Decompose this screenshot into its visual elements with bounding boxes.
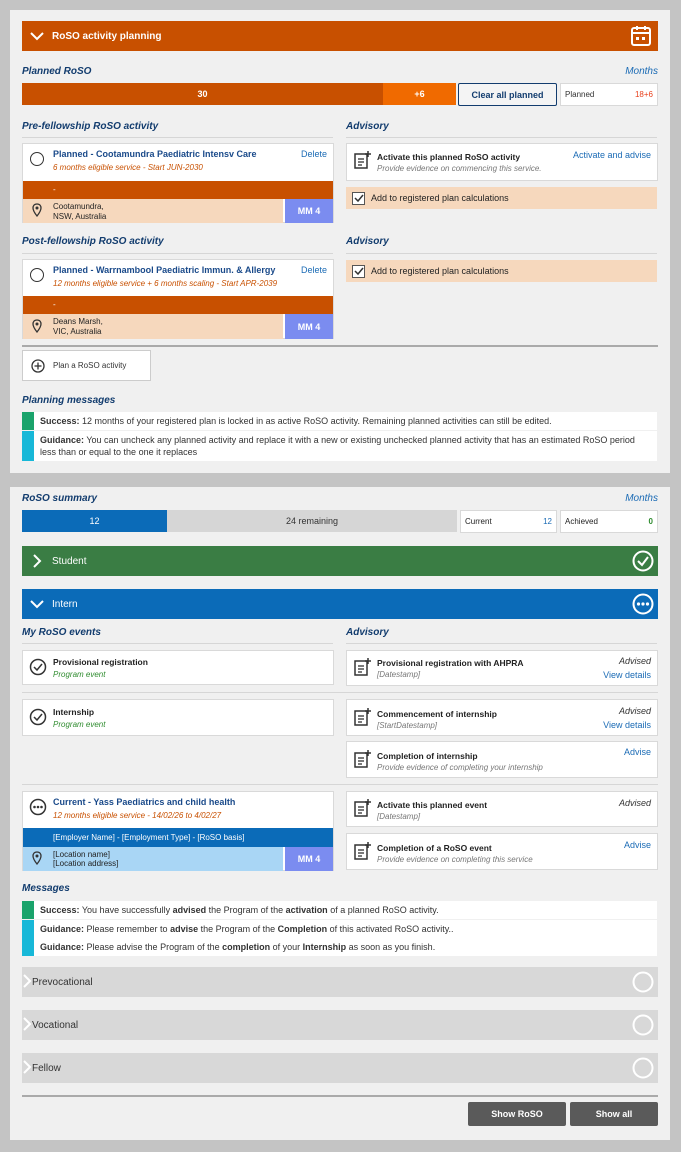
advised-status: Advised xyxy=(618,798,651,808)
msg-bold: advise xyxy=(170,924,199,934)
event-provisional-registration[interactable] xyxy=(22,650,334,685)
msg-text: Please remember to xyxy=(84,924,171,934)
advise-link[interactable]: Advise xyxy=(623,747,651,757)
roso-planning-panel xyxy=(10,10,670,473)
months-link[interactable]: Months xyxy=(625,493,658,504)
msg-label: Success: xyxy=(40,416,80,426)
current-box xyxy=(460,510,557,533)
remaining-progress-bar: 24 remaining xyxy=(167,510,457,532)
success-message xyxy=(22,901,657,919)
location-line2: [Location address] xyxy=(53,859,119,868)
advisory-title-text: Commencement of internship xyxy=(377,709,497,719)
location-line1: Cootamundra, xyxy=(53,202,104,211)
mm-badge: MM 4 xyxy=(285,314,333,339)
msg-text: of your xyxy=(270,942,303,952)
document-add-icon xyxy=(354,657,372,679)
current-label: Current xyxy=(465,517,492,526)
show-all-button[interactable]: Show all xyxy=(570,1102,658,1126)
plan-roso-activity-button[interactable] xyxy=(22,350,151,381)
achieved-label: Achieved xyxy=(565,517,598,526)
msg-text: 12 months of your registered plan is locked in as active RoSO activity. Remaining planned activities can still be edited. xyxy=(79,416,552,426)
planning-header-title: RoSO activity planning xyxy=(52,30,162,42)
view-details-link[interactable]: View details xyxy=(603,720,651,730)
msg-bold: activation xyxy=(285,905,328,915)
achieved-box xyxy=(560,510,658,533)
calendar-icon[interactable] xyxy=(630,25,652,50)
pre-card-title: Planned - Cootamundra Paediatric Intensv Care xyxy=(53,149,257,159)
divider xyxy=(22,643,333,644)
advisory-title-text: Completion of internship xyxy=(377,751,478,761)
msg-label: Guidance: xyxy=(40,924,85,934)
location-line1: [Location name] xyxy=(53,850,110,859)
divider xyxy=(22,345,658,347)
location-band xyxy=(23,314,283,339)
advisory-completion-internship xyxy=(346,741,658,778)
checkbox[interactable] xyxy=(352,265,365,278)
advisory-provisional-registration xyxy=(346,650,658,686)
plus-circle-icon xyxy=(31,359,45,375)
advisory-title: Advisory xyxy=(346,236,389,247)
mm-badge: MM 4 xyxy=(285,847,333,871)
add-to-plan-checkbox-row[interactable] xyxy=(346,260,657,282)
show-roso-button[interactable]: Show RoSO xyxy=(468,1102,566,1126)
msg-text: You have successfully xyxy=(79,905,173,915)
advisory-subtitle: Provide evidence of completing your internship xyxy=(377,763,543,772)
student-accordion[interactable] xyxy=(22,546,658,576)
checkbox[interactable] xyxy=(352,192,365,205)
advisory-title-text: Provisional registration with AHPRA xyxy=(377,658,524,668)
check-circle-icon xyxy=(29,658,47,678)
advised-status: Advised xyxy=(618,706,651,716)
msg-label: Success: xyxy=(40,905,80,915)
employer-band: [Employer Name] - [Employment Type] - [RoSO basis] xyxy=(23,828,333,847)
location-line2: VIC, Australia xyxy=(53,327,102,336)
msg-text: as soon as you finish. xyxy=(346,942,436,952)
achieved-progress-bar: 12 xyxy=(22,510,167,532)
advisory-subtitle: Provide evidence on completing this service xyxy=(377,855,533,864)
delete-link[interactable]: Delete xyxy=(300,265,327,275)
advised-status: Advised xyxy=(618,656,651,666)
student-label: Student xyxy=(52,555,87,567)
delete-link[interactable]: Delete xyxy=(300,149,327,159)
employer-band: - xyxy=(23,296,333,314)
advisory-subtitle: [StartDatestamp] xyxy=(377,721,438,730)
checkbox-label: Add to registered plan calculations xyxy=(371,266,509,276)
chevron-down-icon xyxy=(22,31,52,41)
advise-link[interactable]: Advise xyxy=(623,840,651,850)
msg-text: of a planned RoSO activity. xyxy=(327,905,439,915)
pre-advisory-subtitle: Provide evidence on commencing this service. xyxy=(377,164,542,173)
add-to-plan-checkbox-row[interactable] xyxy=(346,187,657,209)
location-pin-icon xyxy=(32,203,42,219)
divider xyxy=(346,643,657,644)
fellow-label: Fellow xyxy=(32,1062,61,1074)
pre-advisory-card xyxy=(346,143,658,181)
msg-text: the Program of the xyxy=(198,924,278,934)
activate-and-advise-link[interactable]: Activate and advise xyxy=(572,150,651,160)
prevocational-label: Prevocational xyxy=(32,976,93,988)
vocational-accordion[interactable] xyxy=(22,1010,658,1040)
location-line1: Deans Marsh, xyxy=(53,317,103,326)
msg-bold: Completion xyxy=(277,924,328,934)
location-band xyxy=(23,847,283,871)
document-add-icon xyxy=(354,798,372,820)
employer-band: - xyxy=(23,181,333,199)
check-circle-icon xyxy=(632,550,654,575)
divider xyxy=(22,137,333,138)
advisory-commencement xyxy=(346,699,658,736)
my-roso-events-title: My RoSO events xyxy=(22,627,101,638)
pre-advisory-title: Activate this planned RoSO activity xyxy=(377,152,521,162)
location-line2: NSW, Australia xyxy=(53,212,107,221)
document-add-icon xyxy=(354,150,372,172)
location-pin-icon xyxy=(32,851,42,867)
post-card-title: Planned - Warrnambool Paediatric Immun. & Allergy xyxy=(53,265,276,275)
check-circle-icon xyxy=(29,708,47,728)
roso-summary-panel xyxy=(10,487,670,1140)
guidance-message xyxy=(22,938,657,956)
event-current-yass[interactable] xyxy=(22,791,334,871)
divider xyxy=(346,137,657,138)
guidance-message xyxy=(22,431,657,461)
msg-bold: Internship xyxy=(302,942,347,952)
event-subtitle: Program event xyxy=(53,670,106,679)
mm-badge: MM 4 xyxy=(285,199,333,223)
divider xyxy=(346,253,657,254)
empty-circle-icon xyxy=(632,1057,654,1082)
radio-circle-icon[interactable] xyxy=(30,152,44,166)
planned-label: Planned xyxy=(565,90,595,99)
planning-accordion-header[interactable] xyxy=(22,21,658,51)
fellow-accordion[interactable] xyxy=(22,1053,658,1083)
msg-text: You can uncheck any planned activity and replace it with a new or existing unchecked planned activity that has an estimated RoSO period less than or equal to the one it replaces xyxy=(40,435,635,457)
msg-text: the Program of the xyxy=(206,905,286,915)
advisory-completion-roso xyxy=(346,833,658,870)
divider xyxy=(22,1095,658,1097)
success-message xyxy=(22,412,657,430)
document-add-icon xyxy=(354,707,372,729)
divider xyxy=(22,692,658,693)
post-fellowship-card[interactable] xyxy=(22,259,334,339)
msg-bold: advised xyxy=(172,905,207,915)
event-title: Current - Yass Paediatrics and child health xyxy=(53,797,236,807)
chevron-right-icon xyxy=(22,1060,32,1077)
msg-label: Guidance: xyxy=(40,942,85,952)
plan-button-label: Plan a RoSO activity xyxy=(53,361,127,370)
msg-label: Guidance: xyxy=(40,435,85,445)
planned-progress-bar: 30 xyxy=(22,83,383,105)
msg-text: Please advise the Program of the xyxy=(84,942,223,952)
success-stripe xyxy=(22,901,34,919)
radio-circle-icon[interactable] xyxy=(30,268,44,282)
post-fellowship-title: Post-fellowship RoSO activity xyxy=(22,236,164,247)
prevocational-accordion[interactable] xyxy=(22,967,658,997)
planned-value: 18+6 xyxy=(634,90,653,99)
event-title: Provisional registration xyxy=(53,657,148,667)
advisory-title: Advisory xyxy=(346,121,389,132)
more-circle-icon[interactable] xyxy=(29,798,47,818)
document-add-icon xyxy=(354,749,372,771)
chevron-right-icon xyxy=(22,974,32,991)
achieved-value: 0 xyxy=(648,517,653,526)
roso-summary-title: RoSO summary xyxy=(22,493,98,504)
clear-all-planned-button[interactable]: Clear all planned xyxy=(458,83,557,106)
advisory-activate-planned-event xyxy=(346,791,658,827)
guidance-stripe xyxy=(22,938,34,956)
event-internship[interactable] xyxy=(22,699,334,736)
event-subtitle: 12 months eligible service - 14/02/26 to 4/02/27 xyxy=(53,811,222,820)
advisory-subtitle: [Datestamp] xyxy=(377,812,421,821)
planned-extra-bar: +6 xyxy=(383,83,456,105)
guidance-message xyxy=(22,920,657,938)
chevron-down-icon xyxy=(22,599,52,609)
chevron-right-icon xyxy=(22,1017,32,1034)
divider xyxy=(22,784,658,785)
guidance-stripe xyxy=(22,920,34,938)
messages-title: Messages xyxy=(22,883,70,894)
months-link[interactable]: Months xyxy=(625,66,658,77)
planned-summary-box xyxy=(560,83,658,106)
event-title: Internship xyxy=(53,707,95,717)
intern-label: Intern xyxy=(52,598,78,610)
more-circle-icon[interactable] xyxy=(632,593,654,618)
chevron-right-icon xyxy=(22,554,52,568)
document-add-icon xyxy=(354,841,372,863)
location-band xyxy=(23,199,283,223)
msg-text: of this activated RoSO activity.. xyxy=(327,924,454,934)
pre-fellowship-title: Pre-fellowship RoSO activity xyxy=(22,121,159,132)
planning-messages-title: Planning messages xyxy=(22,395,116,406)
empty-circle-icon xyxy=(632,1014,654,1039)
advisory-subtitle: [Datestamp] xyxy=(377,670,421,679)
vocational-label: Vocational xyxy=(32,1019,79,1031)
event-subtitle: Program event xyxy=(53,720,106,729)
msg-bold: completion xyxy=(222,942,271,952)
pre-card-subtitle: 6 months eligible service - Start JUN-2030 xyxy=(53,163,203,172)
advisory-title-text: Completion of a RoSO event xyxy=(377,843,492,853)
view-details-link[interactable]: View details xyxy=(603,670,651,680)
current-value: 12 xyxy=(543,517,552,526)
post-card-subtitle: 12 months eligible service + 6 months scaling - Start APR-2039 xyxy=(53,279,278,288)
intern-accordion[interactable] xyxy=(22,589,658,619)
divider xyxy=(22,253,333,254)
pre-fellowship-card[interactable] xyxy=(22,143,334,223)
advisory-title: Advisory xyxy=(346,627,389,638)
empty-circle-icon xyxy=(632,971,654,996)
guidance-stripe xyxy=(22,431,34,461)
checkbox-label: Add to registered plan calculations xyxy=(371,193,509,203)
success-stripe xyxy=(22,412,34,430)
planned-roso-title: Planned RoSO xyxy=(22,66,92,77)
advisory-title-text: Activate this planned event xyxy=(377,800,488,810)
location-pin-icon xyxy=(32,319,42,335)
